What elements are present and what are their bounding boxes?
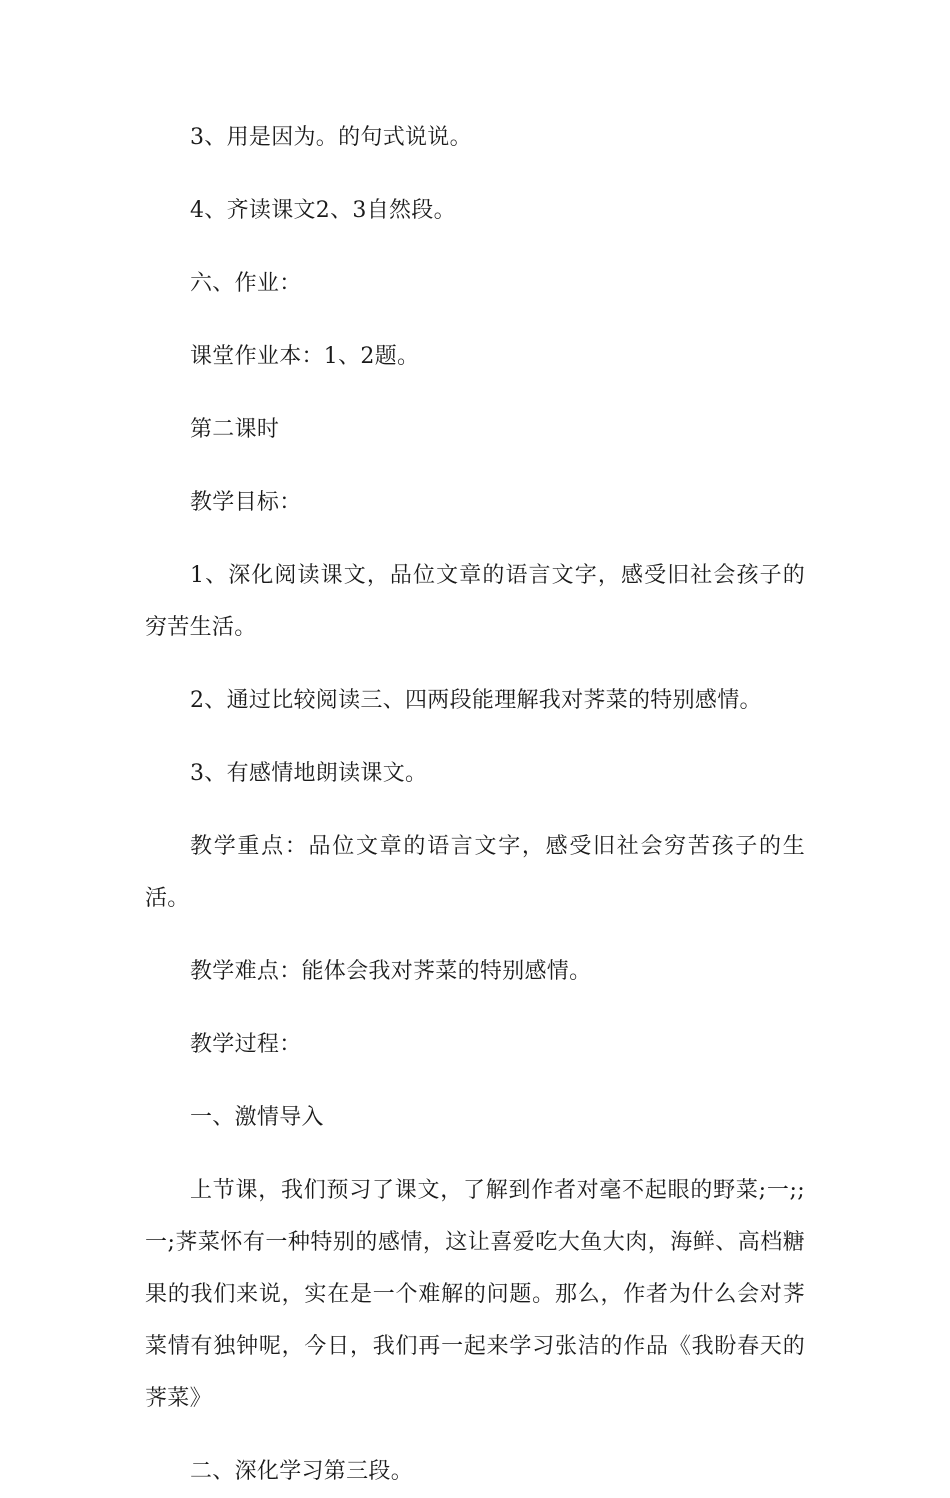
paragraph-process-heading: 教学过程： xyxy=(190,1032,302,1057)
paragraph-objectives-heading: 教学目标： xyxy=(190,490,302,515)
paragraph-objective-1: 1、深化阅读课文，品位文章的语言文字，感受旧社会孩子的穷苦生活。 xyxy=(145,563,805,640)
paragraph-section-1-heading: 一、激情导入 xyxy=(190,1105,324,1130)
paragraph-step-3: 3、用是因为。的句式说说。 xyxy=(190,125,472,150)
paragraph-second-lesson: 第二课时 xyxy=(190,417,280,442)
paragraph-key-point: 教学重点：品位文章的语言文字，感受旧社会穷苦孩子的生活。 xyxy=(145,834,805,911)
paragraph-homework: 课堂作业本：1、2题。 xyxy=(190,344,420,369)
paragraph-objective-2: 2、通过比较阅读三、四两段能理解我对荠菜的特别感情。 xyxy=(190,688,762,713)
paragraph-section-2-heading: 二、深化学习第三段。 xyxy=(190,1459,414,1484)
paragraph-objective-3: 3、有感情地朗读课文。 xyxy=(190,761,428,786)
paragraph-step-4: 4、齐读课文2、3自然段。 xyxy=(190,198,456,223)
paragraph-difficulty: 教学难点：能体会我对荠菜的特别感情。 xyxy=(190,959,592,984)
paragraph-homework-heading: 六、作业： xyxy=(190,271,302,296)
paragraph-introduction: 上节课，我们预习了课文，了解到作者对毫不起眼的野菜;一;;一;荠菜怀有一种特别的感情，这让喜爱吃大鱼大肉，海鲜、高档糖果的我们来说，实在是一个难解的问题。那么，作者为什么会对荠菜情有独钟呢，今日，我们再一起来学习张洁的作品《我盼春天的荠菜》 xyxy=(145,1178,805,1411)
document-body xyxy=(145,112,805,1498)
